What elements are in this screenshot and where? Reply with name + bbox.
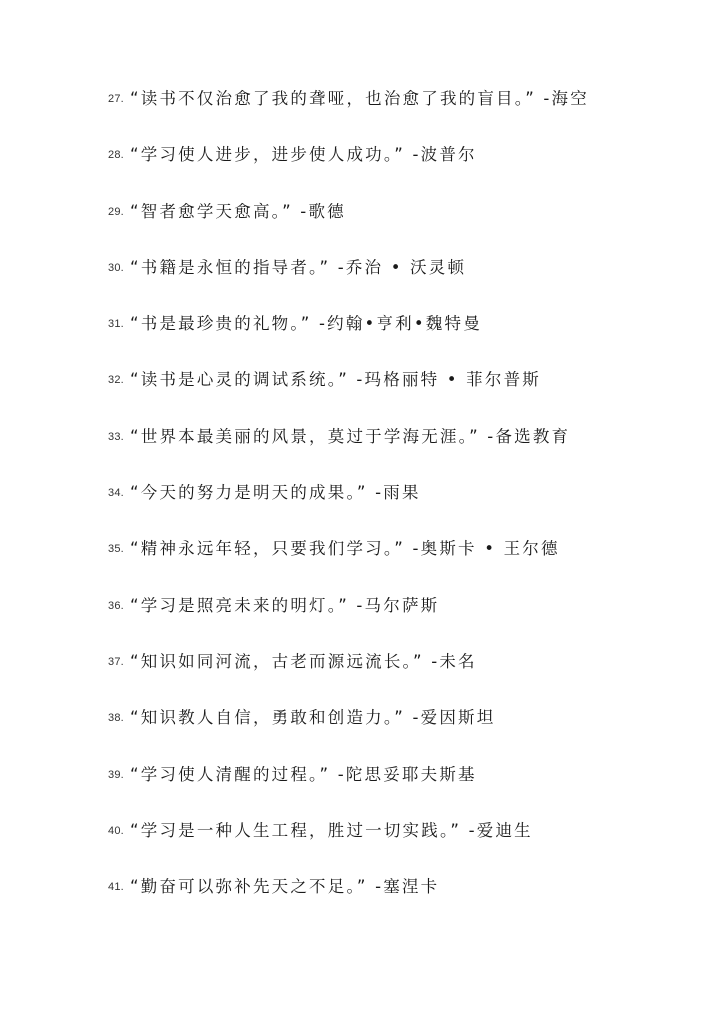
- item-number: 38.: [108, 712, 124, 725]
- list-item: [108, 253, 698, 309]
- item-number: 27.: [108, 93, 124, 105]
- quote-text: “勤奋可以弥补先天之不足。” -塞涅卡: [130, 877, 440, 897]
- item-number: 34.: [108, 487, 124, 500]
- list-item: [108, 478, 698, 534]
- quote-text: “智者愈学天愈高。” -歌德: [130, 201, 346, 221]
- quote-text: “书是最珍贵的礼物。” -约翰•亨利•魏特曼: [130, 314, 482, 334]
- list-item: [108, 422, 698, 478]
- list-item: [108, 309, 698, 365]
- quote-text: “读书是心灵的调试系统。” -玛格丽特 • 菲尔普斯: [130, 370, 541, 390]
- quote-text: “读书不仅治愈了我的聋哑，也治愈了我的盲目。” -海空: [130, 89, 589, 108]
- list-item: [108, 84, 698, 140]
- quote-text: “世界本最美丽的风景，莫过于学海无涯。” -备选教育: [130, 426, 571, 446]
- quote-list: [108, 84, 698, 928]
- item-number: 32.: [108, 374, 124, 387]
- quote-text: “学习使人清醒的过程。” -陀思妥耶夫斯基: [130, 764, 477, 784]
- quote-text: “学习使人进步，进步使人成功。” -波普尔: [130, 145, 477, 165]
- list-item: [108, 703, 698, 759]
- list-item: [108, 647, 698, 703]
- list-item: [108, 534, 698, 590]
- item-number: 30.: [108, 261, 124, 274]
- quote-text: “精神永远年轻，只要我们学习。” -奥斯卡 • 王尔德: [130, 539, 560, 559]
- item-number: 41.: [108, 881, 124, 894]
- list-item: [108, 760, 698, 816]
- quote-text: “知识如同河流，古老而源远流长。” -未名: [130, 651, 477, 671]
- item-number: 40.: [108, 824, 124, 837]
- item-number: 29.: [108, 205, 124, 218]
- list-item: [108, 591, 698, 647]
- item-number: 36.: [108, 599, 124, 612]
- item-number: 33.: [108, 430, 124, 443]
- item-number: 37.: [108, 655, 124, 668]
- item-number: 31.: [108, 318, 124, 331]
- quote-text: “学习是一种人生工程，胜过一切实践。” -爱迪生: [130, 820, 533, 840]
- quote-text: “书籍是永恒的指导者。” -乔治 • 沃灵顿: [130, 257, 467, 277]
- item-number: 39.: [108, 768, 124, 781]
- item-number: 35.: [108, 543, 124, 556]
- list-item: [108, 816, 698, 872]
- item-number: 28.: [108, 149, 124, 162]
- list-item: [108, 872, 698, 928]
- quote-text: “学习是照亮未来的明灯。” -马尔萨斯: [130, 595, 440, 615]
- list-item: [108, 140, 698, 196]
- quote-text: “今天的努力是明天的成果。” -雨果: [130, 483, 421, 503]
- quote-text: “知识教人自信，勇敢和创造力。” -爱因斯坦: [130, 708, 496, 728]
- list-item: [108, 365, 698, 421]
- list-item: [108, 197, 698, 253]
